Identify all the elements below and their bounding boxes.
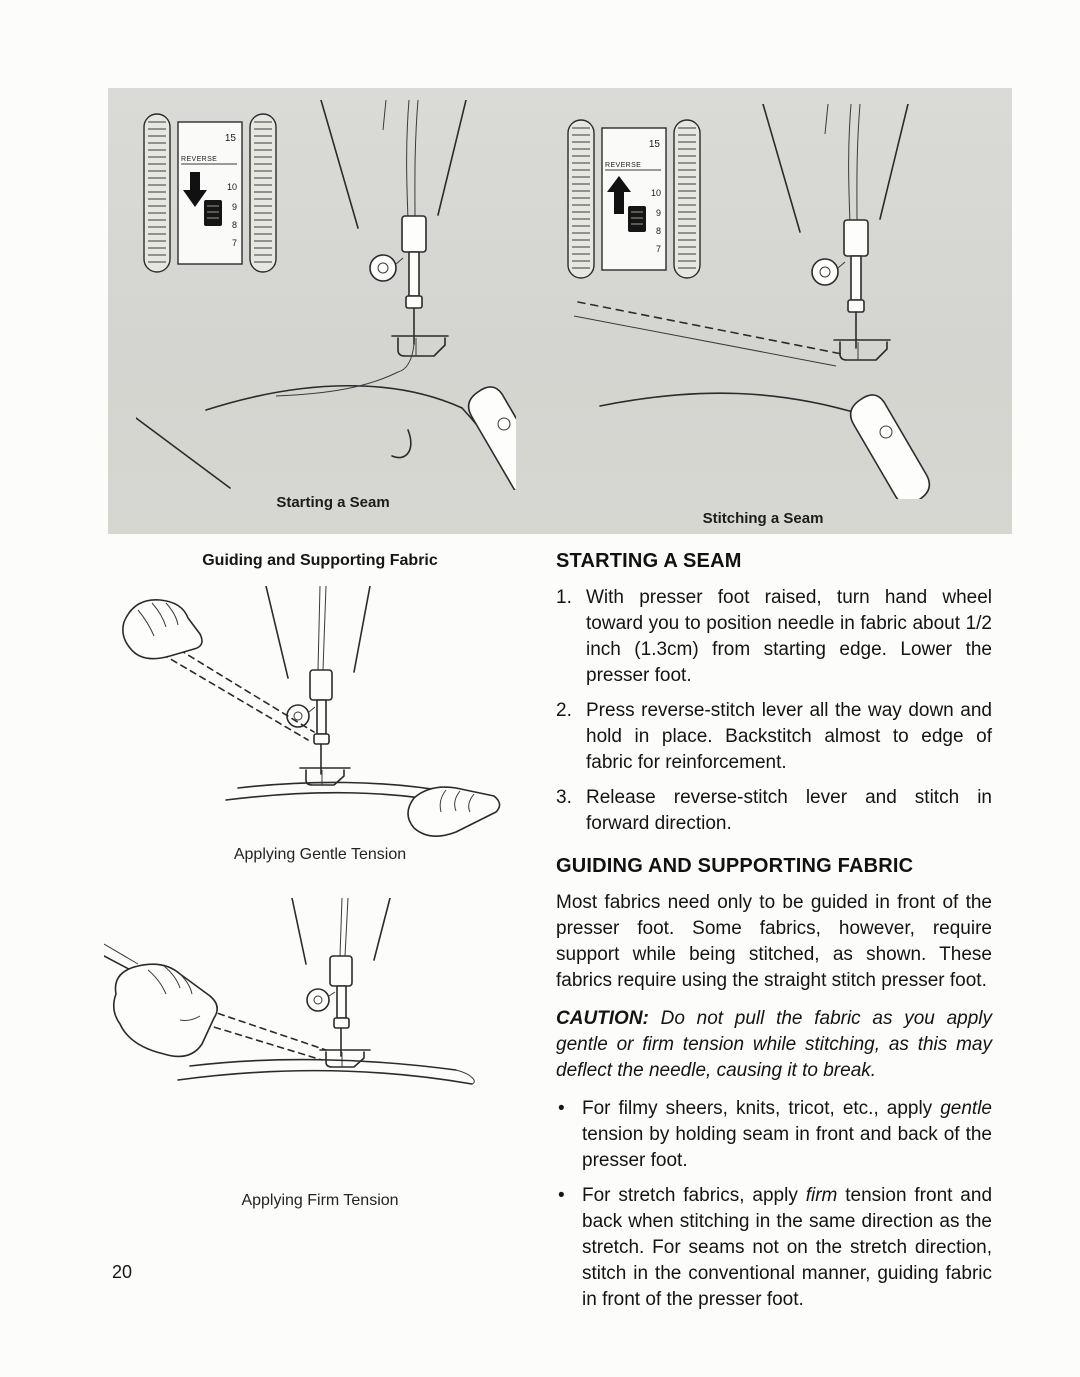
reverse-label: REVERSE — [181, 156, 218, 163]
panel-number: 15 — [224, 133, 236, 144]
left-column-heading: Guiding and Supporting Fabric — [202, 552, 438, 569]
panel-number: 8 — [655, 226, 661, 236]
panel-number: 15 — [648, 139, 660, 150]
fabric-edge — [600, 393, 860, 414]
step-item-2 — [556, 698, 992, 776]
tension-dial-panel — [568, 120, 700, 278]
right-hand — [408, 787, 500, 836]
bullet-text — [582, 1096, 992, 1174]
stitching-a-seam-illustration — [560, 104, 950, 499]
figure-caption-gentle-tension: Applying Gentle Tension — [233, 846, 407, 863]
illustration-panel — [108, 88, 1012, 534]
figure-caption-starting-a-seam: Starting a Seam — [276, 494, 390, 511]
panel-number: 9 — [231, 202, 237, 212]
left-hand — [114, 964, 217, 1056]
caution-note — [556, 1006, 992, 1084]
bullet-text — [582, 1183, 992, 1313]
applying-gentle-tension-illustration — [118, 586, 508, 841]
reverse-label: REVERSE — [605, 162, 642, 169]
stitch-dial-knob — [628, 206, 646, 232]
figure-caption-stitching-a-seam: Stitching a Seam — [702, 510, 824, 527]
sewing-machine-head — [763, 104, 908, 360]
guiding-fabric-intro: Most fabrics need only to be guided in front of the presser foot. Some fabrics, however, require support while being stitched, as shown. These fabrics require using the straight stitch presser foot. — [556, 892, 992, 991]
seam-fold-line — [574, 316, 836, 366]
bullet-item-2 — [556, 1183, 992, 1313]
step-text: Press reverse-stitch lever all the way down and hold in place. Backstitch almost to edge of fabric for reinforcement. — [586, 700, 992, 773]
bullet-segment: For stretch fabrics, apply — [582, 1185, 806, 1206]
bullet-emphasis: firm — [805, 1185, 838, 1206]
tension-dial-panel — [144, 114, 276, 272]
starting-a-seam-illustration — [136, 100, 516, 490]
bullet-item-1 — [556, 1096, 992, 1174]
bullet-marker: • — [558, 1098, 565, 1119]
panel-number: 10 — [226, 182, 237, 192]
left-hand — [123, 600, 202, 659]
panel-number: 7 — [655, 244, 661, 254]
stitch-line — [578, 302, 842, 354]
slide-plate — [851, 395, 930, 499]
step-number: 3. — [556, 787, 572, 808]
bullet-emphasis: gentle — [940, 1098, 992, 1119]
applying-firm-tension-illustration — [104, 898, 499, 1183]
step-text: Release reverse-stitch lever and stitch in forward direction. — [586, 787, 992, 834]
panel-number: 9 — [655, 208, 661, 218]
stitch-dial-knob — [204, 200, 222, 226]
caution-label: CAUTION: — [556, 1008, 649, 1029]
panel-number: 8 — [231, 220, 237, 230]
figure-caption-firm-tension: Applying Firm Tension — [241, 1192, 399, 1209]
step-text: With presser foot raised, turn hand wheel toward you to position needle in fabric about 1/2 inch (1.3cm) from starting edge. Lower the presser foot. — [586, 587, 992, 686]
text-column — [556, 550, 992, 1322]
bullet-marker: • — [558, 1185, 565, 1206]
caution-text: Do not pull the fabric as you apply gentle or firm tension while stitching, as this may deflect the needle, causing it to break. — [556, 1008, 992, 1081]
section-heading-starting-a-seam: STARTING A SEAM — [556, 550, 742, 572]
section-heading-guiding-fabric: GUIDING AND SUPPORTING FABRIC — [556, 855, 914, 877]
bullet-segment: For filmy sheers, knits, tricot, etc., apply — [582, 1098, 941, 1119]
bullet-segment: tension by holding seam in front and back of the presser foot. — [582, 1124, 992, 1171]
fabric-edge — [104, 944, 138, 964]
step-item-1 — [556, 585, 992, 689]
step-item-3 — [556, 785, 992, 837]
seam-strip — [170, 644, 314, 732]
panel-number: 10 — [650, 188, 661, 198]
step-number: 2. — [556, 700, 572, 721]
bullet-segment: tension front and back when stitching in the same direction as the stretch. For seams not on the stretch direction, stitch in the conventional manner, guiding fabric in front of the presser foot. — [582, 1185, 993, 1310]
step-number: 1. — [556, 587, 572, 608]
panel-number: 7 — [231, 238, 237, 248]
page-number: 20 — [112, 1262, 133, 1282]
